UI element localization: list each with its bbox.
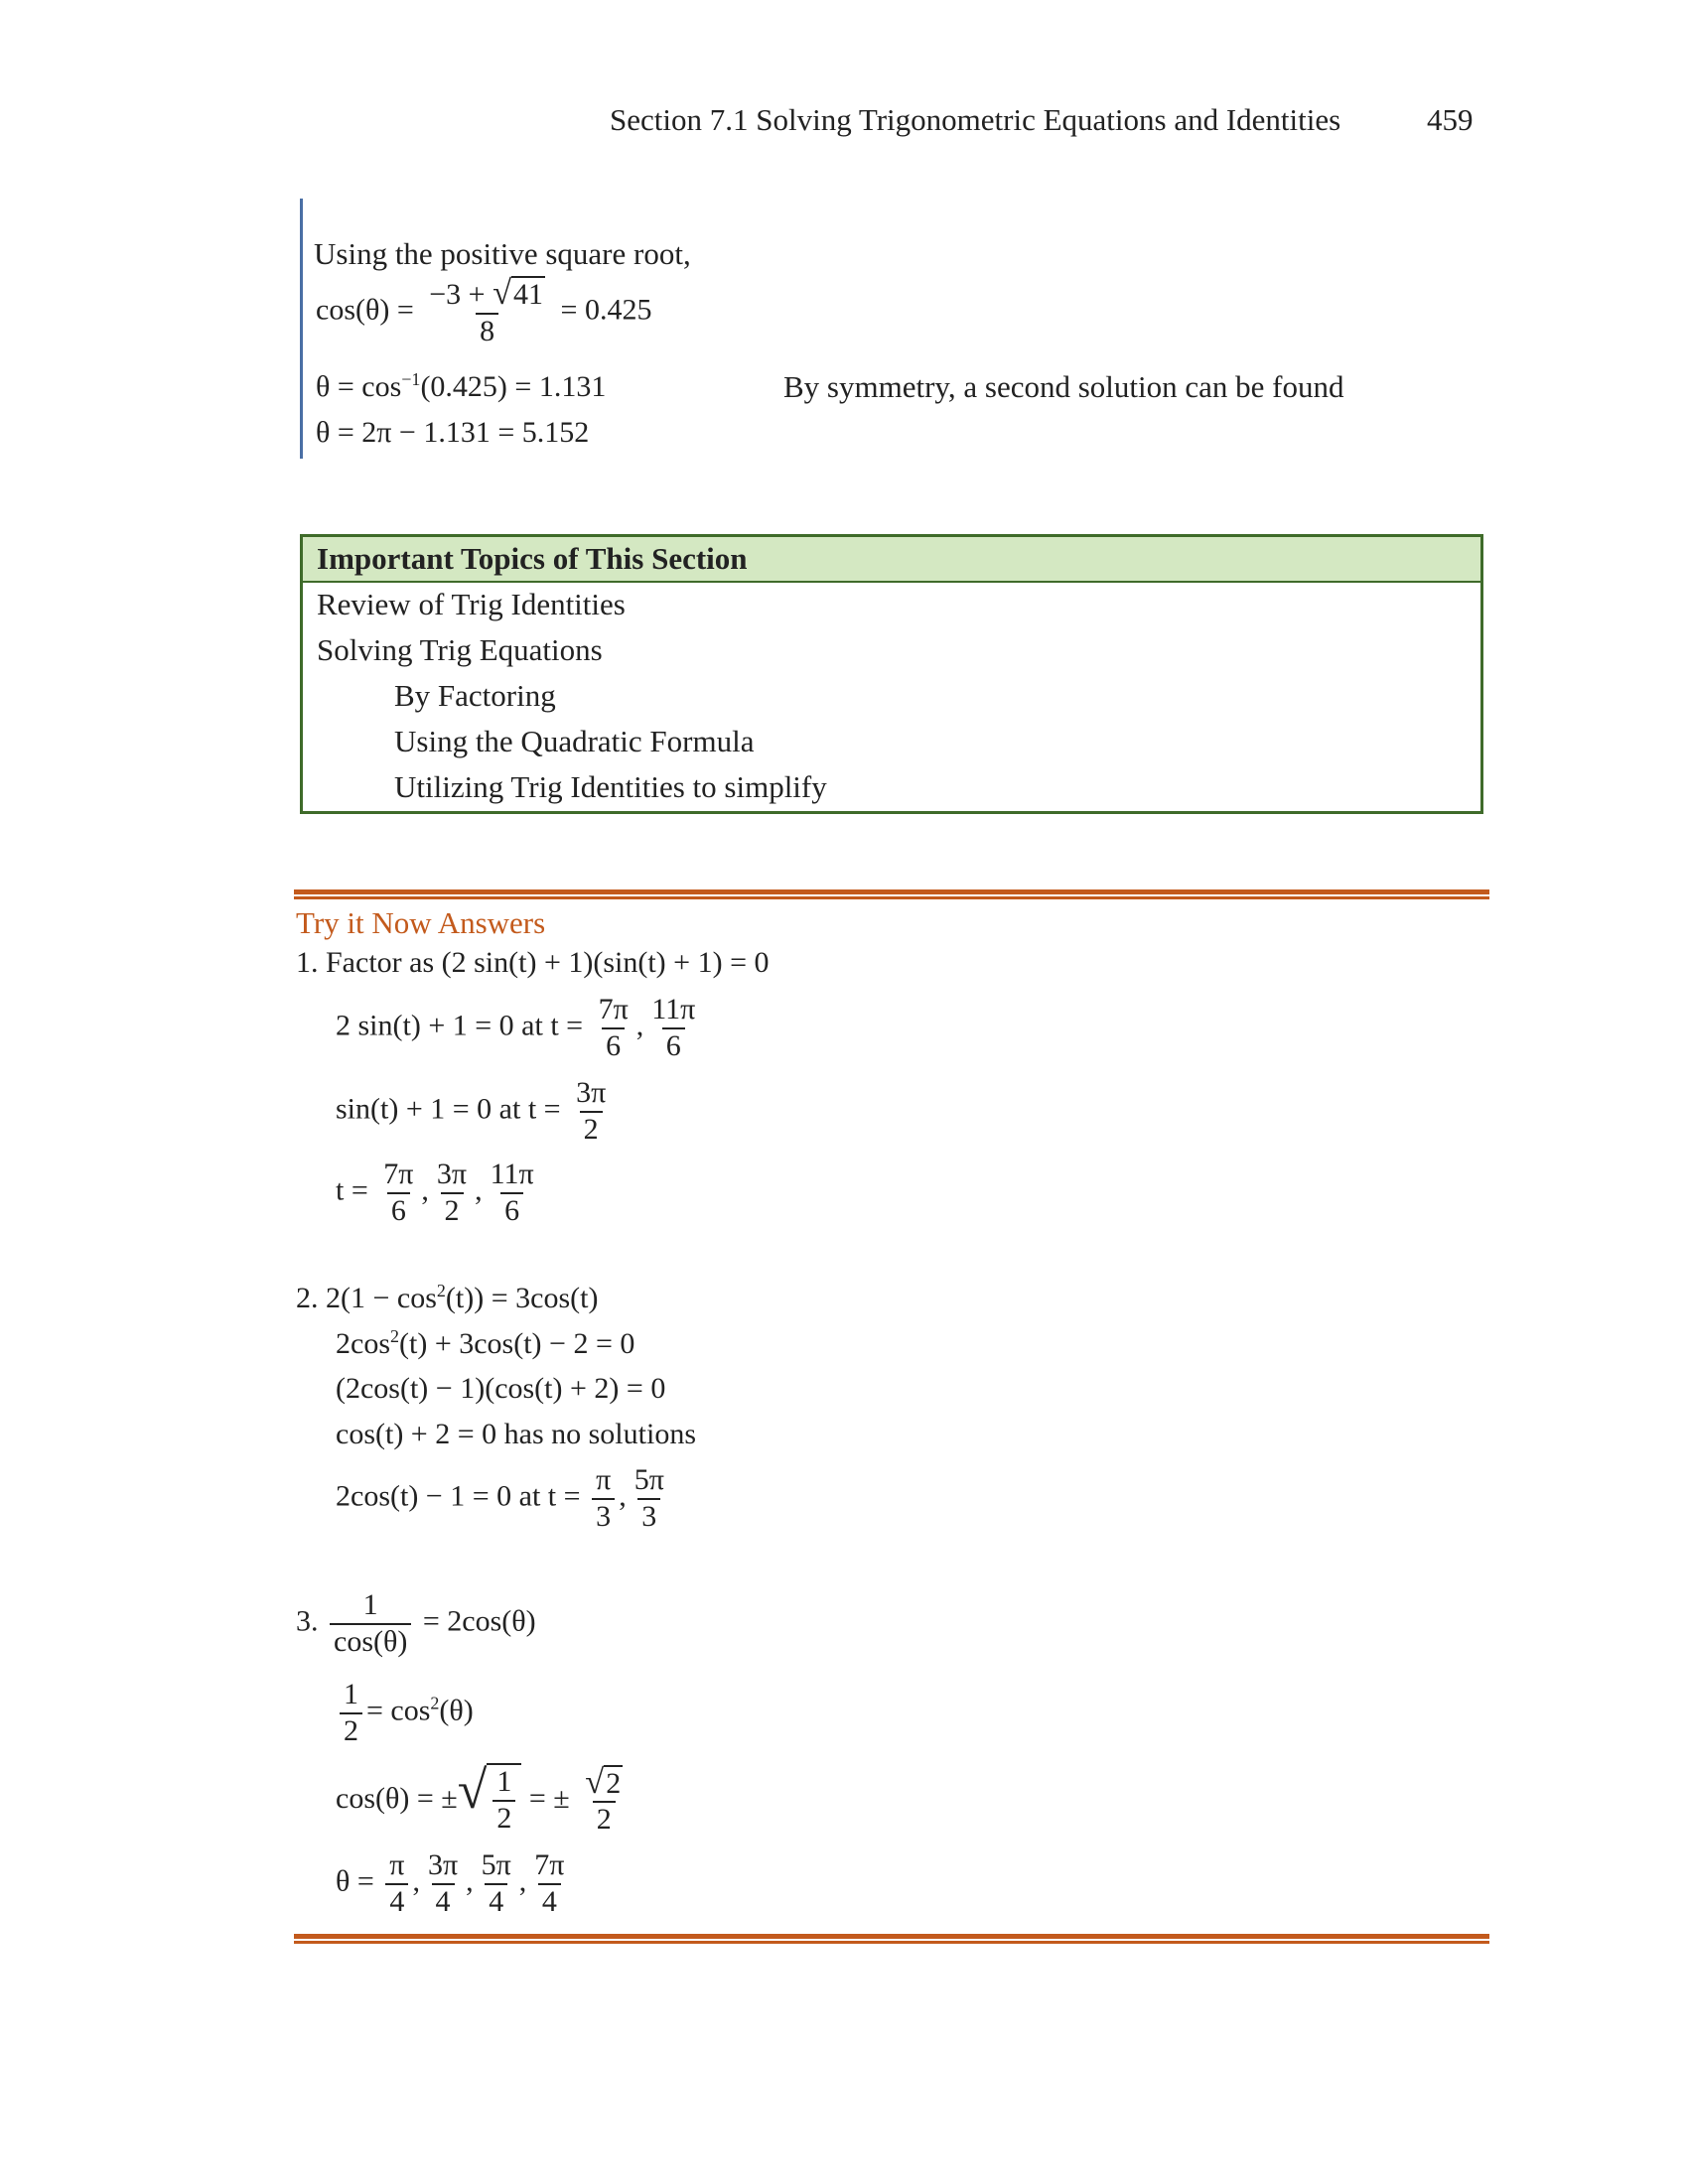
a3-sol-frac (385, 1848, 408, 1919)
line1-fraction (425, 276, 549, 348)
line1-lhs: cos(θ) = (316, 293, 414, 327)
a3-frac-root2-2 (581, 1762, 627, 1838)
example-margin-bar (300, 199, 303, 459)
frac-num: 3π (427, 1848, 459, 1881)
a2-line1-sup: 2 (436, 1281, 446, 1300)
a3-line4: θ = $\frac{\pi}{4}$ , $\frac{3\pi}{4}$ , $\frac{5\pi}{4}$ , $\frac{7\pi}{4}$ (336, 1848, 572, 1919)
frac-den: 2 (340, 1712, 362, 1749)
a3-line1-rhs: = 2cos(θ) (422, 1604, 536, 1638)
frac-num: 5π (633, 1463, 664, 1496)
frac-num: 1 (496, 1765, 512, 1798)
frac-den: 2 (441, 1192, 464, 1229)
line1-rhs: = 0.425 (560, 293, 652, 327)
frac-den: 2 (593, 1801, 616, 1838)
frac-num: 1 (344, 1678, 358, 1710)
frac-den: 4 (432, 1883, 455, 1920)
answers-heading: Try it Now Answers (296, 905, 546, 940)
frac-num: 7π (598, 993, 629, 1025)
a1-line1: 1. Factor as (2 sin(t) + 1)(sin(t) + 1) = 0 (296, 946, 770, 979)
a3-line2-rest: (θ) (439, 1694, 474, 1727)
frac-1-2-inner (492, 1765, 515, 1836)
frac-den: 2 (580, 1111, 603, 1148)
frac-den: 2 (492, 1800, 515, 1837)
a2-line2-rest: (t) + 3cos(t) − 2 = 0 (399, 1327, 635, 1360)
frac-num: 5π (481, 1848, 511, 1881)
a2-line1 (296, 1281, 598, 1315)
frac-den: 6 (662, 1027, 685, 1064)
a1-sol-frac (433, 1158, 471, 1228)
topic-subitem-identities: Utilizing Trig Identities to simplify (394, 769, 827, 804)
topics-heading: Important Topics of This Section (303, 537, 1480, 583)
frac-num: 11π (651, 993, 696, 1025)
a2-sol-frac (592, 1463, 615, 1534)
line2-rest: (0.425) = 1.131 (420, 370, 607, 403)
topic-subitem-quadratic: Using the Quadratic Formula (394, 724, 755, 758)
frac-num: 3π (576, 1076, 607, 1109)
frac-num: 3π (436, 1158, 468, 1190)
frac-den: 6 (602, 1027, 625, 1064)
frac-den: 4 (538, 1883, 561, 1920)
line2-sup: −1 (401, 369, 421, 389)
example-line2 (316, 369, 606, 404)
frac-den: 3 (637, 1498, 660, 1535)
a2-line2-text: 2cos (336, 1327, 390, 1360)
line1-den: 8 (476, 313, 498, 349)
a3-sol-frac (478, 1848, 515, 1919)
frac-num: 1 (362, 1588, 378, 1621)
a1-line3 (336, 1076, 614, 1147)
frac-num: 7π (534, 1848, 565, 1881)
a1-frac-3pi-2 (572, 1076, 610, 1147)
sqrt-2: √ 2 (585, 1762, 622, 1801)
frac-den: 4 (385, 1883, 408, 1920)
a1-line2: 2 sin(t) + 1 = 0 at t = $\frac{7\pi}{6}$ , $\frac{11\pi}{6}$ (336, 993, 703, 1063)
topic-item-review: Review of Trig Identities (317, 587, 626, 621)
a3-frac-1-2 (340, 1678, 362, 1748)
a2-line4: cos(t) + 2 = 0 has no solutions (336, 1418, 696, 1450)
a1-sol-frac (379, 1158, 417, 1228)
sqrt-41: √ 41 (492, 274, 544, 312)
a3-line2 (336, 1678, 474, 1748)
a1-line2-lhs: 2 sin(t) + 1 = 0 at t = (336, 1009, 584, 1042)
a3-line3-lhs: cos(θ) = ± (336, 1782, 458, 1815)
answers-top-rule (294, 889, 1489, 899)
a1-frac-11pi-6 (647, 993, 699, 1063)
example-line1 (316, 276, 651, 348)
a2-line5: 2cos(t) − 1 = 0 at t = $\frac{\pi}{3}$ , $\frac{5\pi}{3}$ (336, 1463, 672, 1534)
frac-den: 6 (387, 1192, 410, 1229)
a1-sol-frac (487, 1158, 538, 1228)
frac-den: 4 (485, 1883, 507, 1920)
answers-bottom-rule (294, 1934, 1489, 1944)
topic-item-solving: Solving Trig Equations (317, 632, 603, 667)
frac-num: 7π (383, 1158, 414, 1190)
frac-num: 11π (490, 1158, 534, 1190)
a3-line3-mid: = ± (528, 1782, 570, 1815)
a2-line3: (2cos(t) − 1)(cos(t) + 2) = 0 (336, 1372, 666, 1405)
a3-line3 (336, 1760, 631, 1838)
a3-sol-frac (424, 1848, 462, 1919)
a3-line2-sup: 2 (430, 1693, 440, 1713)
line1-num: −3 + (429, 278, 493, 311)
a2-line5-lhs: 2cos(t) − 1 = 0 at t = (336, 1479, 581, 1513)
a3-sol-frac (530, 1848, 568, 1919)
important-topics-box (300, 534, 1483, 814)
a1-line3-lhs: sin(t) + 1 = 0 at t = (336, 1092, 561, 1126)
a1-line4: t = $\frac{7\pi}{6}$ , $\frac{3\pi}{2}$ , $\frac{11\pi}{6}$ (336, 1158, 542, 1228)
line1-root: 41 (513, 278, 544, 311)
a3-line4-lhs: θ = (336, 1864, 374, 1898)
a3-line2-rhs: = cos (366, 1694, 431, 1727)
root-value: 2 (606, 1766, 622, 1800)
a1-frac-7pi-6 (595, 993, 633, 1063)
a2-line1-text: 2. 2(1 − cos (296, 1282, 437, 1314)
a2-line1-rest: (t)) = 3cos(t) (445, 1282, 599, 1314)
frac-den: cos(θ) (330, 1623, 411, 1660)
frac-den: 6 (500, 1192, 523, 1229)
frac-num: π (389, 1848, 405, 1881)
running-header: Section 7.1 Solving Trigonometric Equations and Identities (610, 102, 1341, 137)
example-line3: θ = 2π − 1.131 = 5.152 (316, 416, 590, 449)
frac-den: 3 (592, 1498, 615, 1535)
a1-line4-lhs: t = (336, 1173, 368, 1207)
page-number: 459 (1427, 102, 1474, 137)
line2-text: θ = cos (316, 370, 402, 403)
a2-line2 (336, 1326, 634, 1361)
sqrt-half: √ $\frac{1}{2}$ (458, 1763, 522, 1836)
topic-subitem-factoring: By Factoring (394, 678, 556, 713)
frac-num: π (596, 1463, 612, 1496)
example-intro: Using the positive square root, (314, 236, 691, 271)
a2-line2-sup: 2 (390, 1326, 399, 1346)
symmetry-note: By symmetry, a second solution can be found (783, 369, 1344, 404)
a2-sol-frac (631, 1463, 668, 1534)
a3-line1 (296, 1588, 536, 1659)
a3-frac-1-cos (330, 1588, 411, 1659)
a3-number: 3. (296, 1604, 319, 1638)
